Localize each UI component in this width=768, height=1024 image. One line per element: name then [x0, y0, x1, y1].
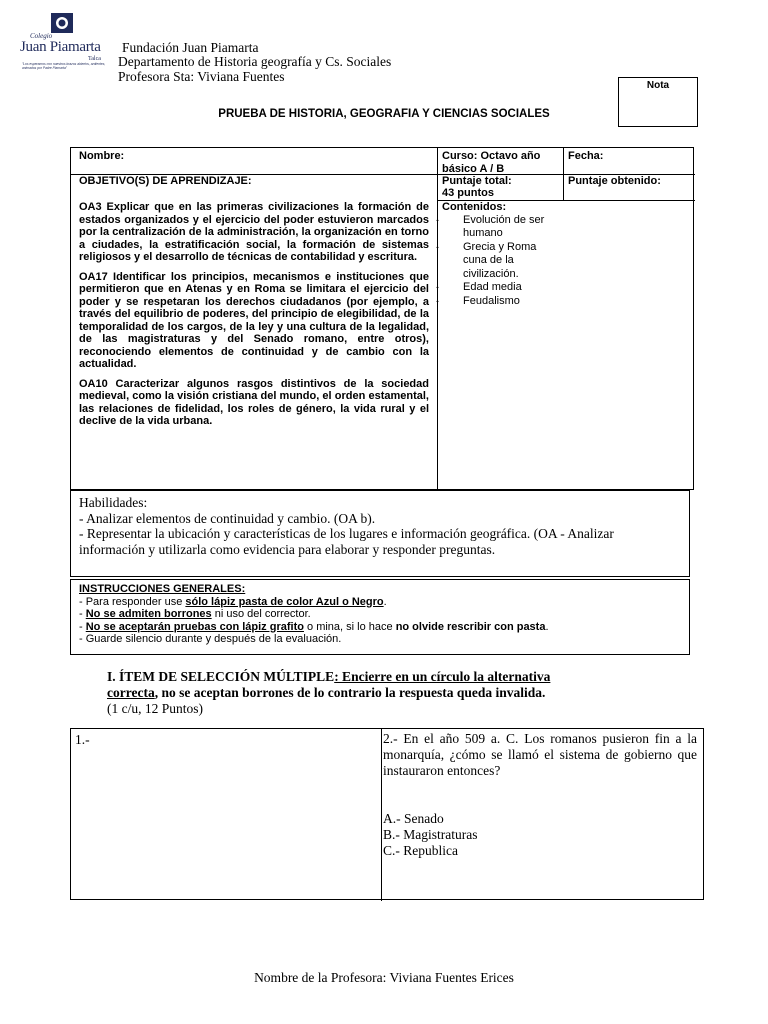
header-foundation: Fundación Juan Piamarta [122, 40, 259, 55]
question-2 [383, 731, 697, 859]
footer-teacher-name: Nombre de la Profesora: Viviana Fuentes Erices [254, 970, 514, 985]
nombre-label: Nombre: [79, 150, 125, 162]
school-logo [20, 12, 108, 74]
contenido-item: - Grecia y Roma cuna de la civilización. [442, 241, 560, 282]
item-points: (1 c/u, 12 Puntos) [107, 701, 203, 716]
instrucciones-box [70, 579, 690, 655]
habilidades-box [70, 490, 690, 577]
curso-label: Curso: Octavo año básico A / B [442, 150, 541, 175]
contenidos-label: Contenidos: [442, 201, 507, 213]
contenido-item: - Evolución de ser humano [442, 214, 560, 241]
item-title: I. ÍTEM DE SELECCIÓN MÚLTIPLE [107, 669, 335, 684]
question-2-text: 2.- En el año 509 a. C. Los romanos pusieron fin a la monarquía, ¿cómo se llamó el sistema de gobierno que instauraron entonces? [383, 731, 697, 778]
puntaje-total-value: 43 puntos [442, 187, 494, 199]
option-a[interactable]: A.- Senado [383, 811, 444, 826]
fecha-label: Fecha: [568, 150, 604, 162]
logo-city: Talca [88, 56, 101, 62]
header-teacher: Profesora Sta: Viviana Fuentes [118, 69, 285, 84]
puntaje-obtenido-label: Puntaje obtenido: [568, 175, 661, 187]
objectives-list [79, 201, 429, 435]
instruccion-3: - No se aceptarán pruebas con lápiz grafito o mina, si lo hace no olvide rescribir con pasta. [79, 620, 549, 633]
option-b[interactable]: B.- Magistraturas [383, 827, 478, 842]
objective-oa17: OA17 Identificar los principios, mecanismos e instituciones que permitieron que en Atenas y en Roma se limitara el ejercicio del poder y se respetaran los derechos ciudadanos (por ejemplo, a través del equilibrio de poderes, del principio de elegibilidad, de la temporalidad de los cargos, de la ley y una cultura de la legalidad, de las magistraturas y del Senado romano, entre otros), reconociendo elementos de continuidad y de cambio con la actualidad. [79, 270, 429, 370]
contenido-item: - Feudalismo [442, 295, 560, 309]
header-department: Departamento de Historia geografía y Cs. Sociales [118, 54, 392, 69]
puntaje-total-label: Puntaje total: [442, 175, 512, 187]
objetivos-label: OBJETIVO(S) DE APRENDIZAJE: [79, 175, 252, 187]
objective-oa3: OA3 Explicar que en las primeras civilizaciones la formación de estados organizados y el ejercicio del poder estuvieron marcados por la centralización de la administración, la organización en torno a ciudades, la estratificación social, la formación de sistemas religiosos y el desarrollo de técnicas de contabilidad y escritura. [79, 201, 429, 263]
question-1-number: 1.- [75, 732, 90, 747]
instruccion-1: - Para responder use sólo lápiz pasta de color Azul o Negro. [79, 595, 387, 608]
grade-label: Nota [646, 80, 670, 91]
logo-colegio: Colegio [30, 32, 53, 40]
instruccion-4: - Guarde silencio durante y después de la evaluación. [79, 633, 342, 645]
habilidad-item: - Analizar elementos de continuidad y cambio. (OA b). [79, 510, 376, 526]
questions-table [70, 728, 704, 900]
habilidades-label: Habilidades: [79, 495, 148, 510]
objective-oa10: OA10 Caracterizar algunos rasgos distintivos de la sociedad medieval, como la visión cristiana del mundo, el orden estamental, las relaciones de fidelidad, los roles de género, la vida rural y el declive de la vida urbana. [79, 377, 429, 427]
instruccion-2: - No se admiten borrones ni uso del corrector. [79, 608, 311, 620]
instrucciones-label: INSTRUCCIONES GENERALES: [79, 583, 246, 595]
option-c[interactable]: C.- Republica [383, 843, 458, 858]
item-heading: I. ÍTEM DE SELECCIÓN MÚLTIPLE: Encierre en un círculo la alternativa correcta, no se aceptan borrones de lo contrario la respuesta queda invalida. (1 c/u, 12 Puntos) [107, 669, 727, 717]
logo-name: Juan Piamarta [20, 39, 101, 55]
info-table [70, 147, 694, 490]
contenidos [442, 201, 560, 308]
habilidad-item: - Representar la ubicación y características de los lugares e información geográfica. (OA - Analizar información y utilizarla como evidencia para elaborar y responder preguntas. [79, 526, 614, 557]
contenido-item: - Edad media [442, 281, 560, 295]
test-title: PRUEBA DE HISTORIA, GEOGRAFIA Y CIENCIAS SOCIALES [218, 108, 550, 120]
logo-motto: "Los esperamos con nuestros brazos abiertos, ardientes, animados por Padre Piamarta" [22, 62, 106, 70]
